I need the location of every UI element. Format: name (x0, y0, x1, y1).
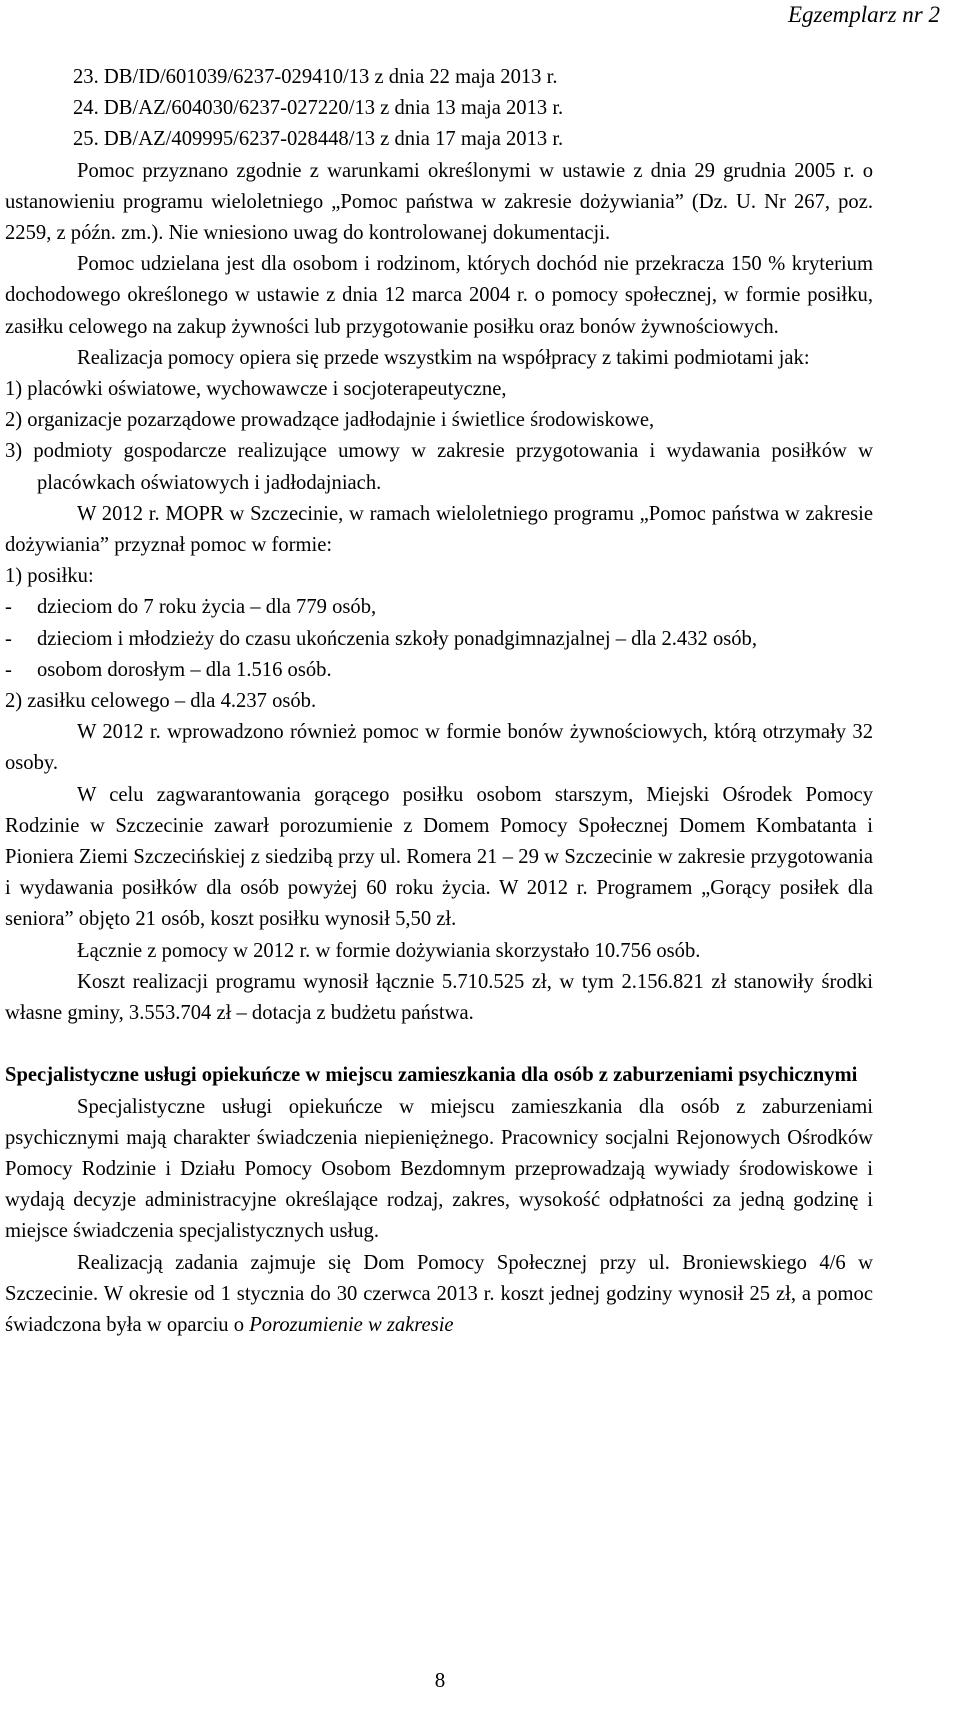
dash-marker: - (5, 658, 12, 681)
page-number: 8 (434, 1668, 446, 1692)
list-item: 23. DB/ID/601039/6237-029410/13 z dnia 22 maja 2013 r. (73, 66, 558, 88)
list-item (5, 592, 873, 623)
paragraph: Specjalistyczne usługi opiekuńcze w miejscu zamieszkania dla osób z zaburzeniami psychicznymi mają charakter świadczenia niepieniężnego. Pracownicy socjalni Rejonowych Ośrodków Pomocy Rodzinie i Działu Pomocy Osobom Bezdomnym przeprowadzają wywiady środowiskowe i wydają decyzje administracyjne określające rodzaj, zakres, wysokość odpłatności za jedną godzinę i miejsce świadczenia specjalistycznych usług. (5, 1095, 873, 1243)
paragraph-text: Realizacją zadania zajmuje się Dom Pomocy Społecznej przy ul. Broniewskiego 4/6 w Szczecinie. W okresie od 1 stycznia do 30 czerwca 2013 r. koszt jednej godziny wynosił 25 zł, a pomoc świadczona była w oparciu o (5, 1251, 873, 1336)
decision-list (5, 62, 873, 156)
spacer (5, 1029, 873, 1060)
meal-item: dzieciom i młodzieży do czasu ukończenia szkoły ponadgimnazjalnej – dla 2.432 osób, (37, 627, 757, 650)
paragraph: Realizacja pomocy opiera się przede wszystkim na współpracy z takimi podmiotami jak: (77, 346, 810, 369)
copy-number-label: Egzemplarz nr 2 (787, 2, 940, 27)
paragraph: W 2012 r. MOPR w Szczecinie, w ramach wieloletniego programu „Pomoc państwa w zakresie dożywiania” przyznał pomoc w formie: (5, 502, 873, 557)
partner-item: 1) placówki oświatowe, wychowawcze i socjoterapeutyczne, (5, 378, 507, 401)
dash-marker: - (5, 596, 12, 619)
section-heading: Specjalistyczne usługi opiekuńcze w miejscu zamieszkania dla osób z zaburzeniami psychicznymi (5, 1064, 858, 1087)
form-allowance: 2) zasiłku celowego – dla 4.237 osób. (5, 690, 317, 713)
list-item: 25. DB/AZ/409995/6237-028448/13 z dnia 17 maja 2013 r. (73, 128, 564, 151)
dash-marker: - (5, 627, 12, 650)
paragraph: Łącznie z pomocy w 2012 r. w formie dożywiania skorzystało 10.756 osób. (77, 939, 701, 962)
paragraph: W 2012 r. wprowadzono również pomoc w formie bonów żywnościowych, którą otrzymały 32 osoby. (5, 721, 873, 775)
paragraph: W celu zagwarantowania gorącego posiłku osobom starszym, Miejski Ośrodek Pomocy Rodzinie w Szczecinie zawarł porozumienie z Domem Pomocy Społecznej Domem Kombatanta i Pioniera Ziemi Szczecińskiej z siedzibą przy ul. Romera 21 – 29 w Szczecinie w zakresie przygotowania i wydawania posiłków dla osób powyżej 60 roku życia. W 2012 r. Programem „Gorący posiłek dla seniora” objęto 21 osób, koszt posiłku wynosił 5,50 zł. (5, 783, 873, 931)
meal-item: osobom dorosłym – dla 1.516 osób. (37, 658, 332, 681)
paragraph (5, 1248, 873, 1342)
partner-item: 2) organizacje pozarządowe prowadzące jadłodajnie i świetlice środowiskowe, (5, 409, 655, 432)
form-meal: 1) posiłku: (5, 565, 94, 588)
meal-item: dzieciom do 7 roku życia – dla 779 osób, (37, 596, 377, 619)
paragraph: Koszt realizacji programu wynosił łącznie 5.710.525 zł, w tym 2.156.821 zł stanowiły środki własne gminy, 3.553.704 zł – dotacja z budżetu państwa. (5, 970, 873, 1025)
partner-item: 3) podmioty gospodarcze realizujące umowy w zakresie przygotowania i wydawania posiłków w placówkach oświatowych i jadłodajniach. (5, 440, 873, 494)
document-body (5, 62, 873, 1341)
list-item (5, 624, 873, 655)
list-item (5, 655, 873, 686)
list-item: 24. DB/AZ/604030/6237-027220/13 z dnia 13 maja 2013 r. (73, 97, 564, 120)
paragraph: Pomoc przyznano zgodnie z warunkami określonymi w ustawie z dnia 29 grudnia 2005 r. o ustanowieniu programu wieloletniego „Pomoc państwa w zakresie dożywiania” (Dz. U. Nr 267, poz. 2259, z późn. zm.). Nie wniesiono uwag do kontrolowanej dokumentacji. (5, 159, 873, 245)
italic-reference: Porozumienie w zakresie (249, 1313, 454, 1336)
paragraph: Pomoc udzielana jest dla osobom i rodzinom, których dochód nie przekracza 150 % kryterium dochodowego określonego w ustawie z dnia 12 marca 2004 r. o pomocy społecznej, w formie posiłku, zasiłku celowego na zakup żywności lub przygotowanie posiłku oraz bonów żywnościowych. (5, 253, 873, 338)
